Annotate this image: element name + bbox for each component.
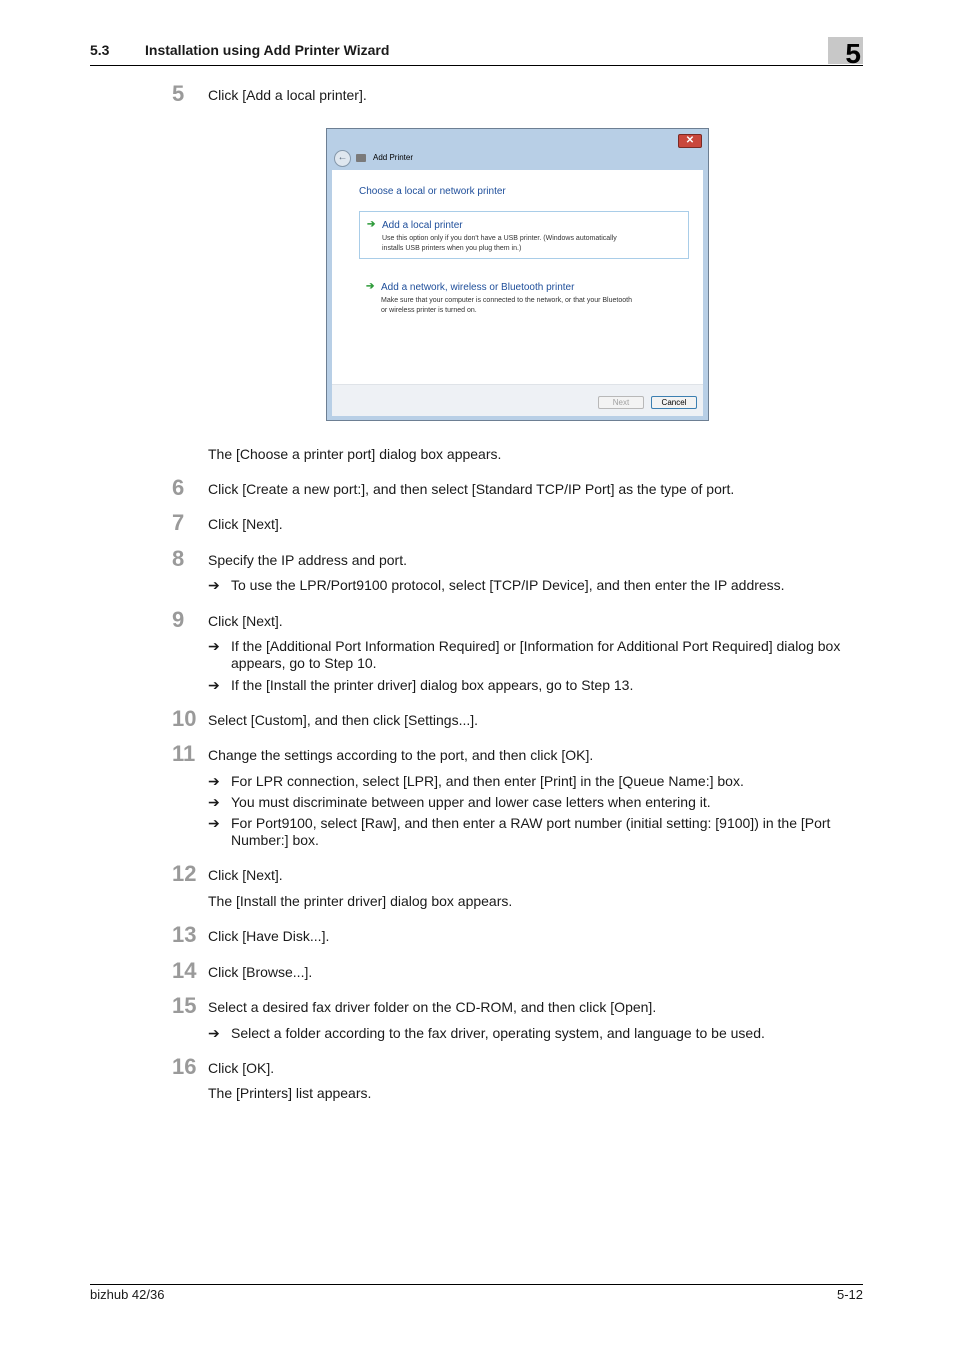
result-text: The [Choose a printer port] dialog box appears. [208, 446, 502, 462]
sub-step-text: For Port9100, select [Raw], and then enter a RAW port number (initial setting: [9100]) in the [Port Number:] box. [231, 815, 831, 848]
dialog-heading: Choose a local or network printer [359, 186, 506, 197]
cancel-button[interactable]: Cancel [651, 396, 697, 409]
step-text: Select a desired fax driver folder on the CD-ROM, and then click [Open]. [208, 999, 657, 1015]
option-description [382, 234, 682, 254]
result-text: The [Install the printer driver] dialog box appears. [208, 893, 513, 909]
dialog-title: Add Printer [373, 153, 414, 162]
sub-step-text: If the [Install the printer driver] dialog box appears, go to Step 13. [231, 677, 634, 693]
step-text: Click [Next]. [208, 516, 283, 532]
step-number: 11 [172, 741, 196, 766]
section-number: 5.3 [90, 42, 110, 58]
add-network-printer-option[interactable] [359, 274, 689, 322]
step-number: 8 [172, 546, 185, 571]
option-description-line: Use this option only if you don't have a USB printer. (Windows automatically [382, 235, 617, 242]
step-text: Change the settings according to the port, and then click [OK]. [208, 747, 594, 763]
step-number: 10 [172, 706, 197, 731]
step-number: 7 [172, 510, 185, 535]
sub-step-text: If the [Additional Port Information Required] or [Information for Additional Port Required] dialog box appears, go to Step 10. [231, 638, 841, 671]
add-printer-dialog [326, 128, 709, 421]
sub-step-text: To use the LPR/Port9100 protocol, select [TCP/IP Device], and then enter the IP address. [231, 577, 785, 593]
option-description-line: installs USB printers when you plug them in.) [382, 245, 522, 252]
step-text: Specify the IP address and port. [208, 552, 407, 568]
arrow-icon: ➔ [208, 1025, 220, 1041]
add-local-printer-option[interactable] [359, 211, 689, 259]
arrow-icon: ➔ [208, 794, 220, 810]
option-title: Add a local printer [382, 220, 463, 231]
page-number: 5-12 [836, 1287, 863, 1302]
step-text: Click [Have Disk...]. [208, 928, 330, 944]
arrow-icon: ➔ [208, 773, 220, 789]
arrow-icon: ➔ [208, 638, 220, 654]
section-title: Installation using Add Printer Wizard [145, 42, 390, 58]
step-number: 16 [172, 1054, 197, 1079]
result-text: The [Printers] list appears. [208, 1085, 372, 1101]
option-title: Add a network, wireless or Bluetooth printer [381, 282, 575, 293]
arrow-icon: ➔ [208, 677, 220, 693]
back-arrow-icon[interactable]: ← [334, 150, 351, 167]
green-arrow-icon: ➔ [366, 281, 375, 292]
sub-step-text: Select a folder according to the fax driver, operating system, and language to be used. [231, 1025, 765, 1041]
step-text: Select [Custom], and then click [Settings...]. [208, 712, 479, 728]
close-icon[interactable]: ✕ [678, 134, 702, 148]
sub-step-text: For LPR connection, select [LPR], and then enter [Print] in the [Queue Name:] box. [231, 773, 744, 789]
step-text: Click [Next]. [208, 613, 283, 629]
step-text: Click [Next]. [208, 867, 283, 883]
step-number: 13 [172, 922, 197, 947]
option-description-line: or wireless printer is turned on. [381, 307, 477, 314]
step-text: Click [Add a local printer]. [208, 87, 367, 103]
product-name: bizhub 42/36 [90, 1287, 165, 1302]
option-description [381, 296, 681, 316]
dialog-body [332, 170, 703, 384]
chapter-number: 5 [845, 38, 861, 69]
next-button[interactable]: Next [598, 396, 644, 409]
step-number: 5 [172, 81, 185, 106]
step-text: Click [Browse...]. [208, 964, 313, 980]
arrow-icon: ➔ [208, 815, 220, 831]
step-text: Click [OK]. [208, 1060, 275, 1076]
step-number: 12 [172, 861, 197, 886]
option-description-line: Make sure that your computer is connected to the network, or that your Bluetooth [381, 297, 632, 304]
dialog-footer [332, 384, 703, 416]
step-number: 14 [172, 958, 197, 983]
arrow-icon: ➔ [208, 577, 220, 593]
footer-rule [90, 1284, 863, 1285]
header-rule [90, 65, 863, 66]
chapter-tab [828, 37, 863, 69]
green-arrow-icon: ➔ [367, 219, 376, 230]
step-number: 15 [172, 993, 197, 1018]
printer-icon [356, 154, 366, 162]
sub-step-text: You must discriminate between upper and lower case letters when entering it. [231, 794, 711, 810]
step-number: 9 [172, 607, 185, 632]
step-number: 6 [172, 475, 185, 500]
step-text: Click [Create a new port:], and then select [Standard TCP/IP Port] as the type of port. [208, 481, 735, 497]
